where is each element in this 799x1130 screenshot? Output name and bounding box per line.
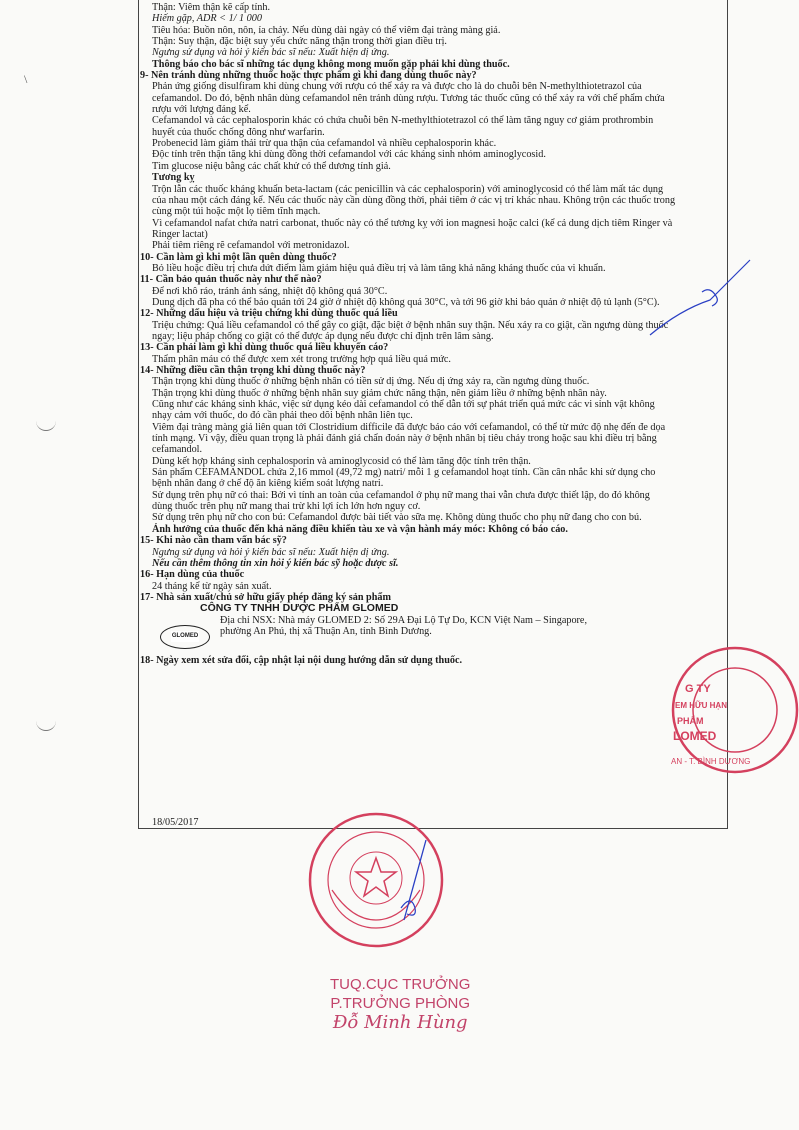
text-line: Viêm đại tràng màng giả liên quan tới Clostridium difficile đã được báo cáo với cefamandol, có thể từ mức độ nhẹ đến đe dọa (152, 421, 666, 433)
text-line: Dung dịch đã pha có thể bảo quản tới 24 giờ ở nhiệt độ không quá 30°C, và tới 96 giờ khi bảo quản ở nhiệt độ tủ lạnh (5°C). (152, 296, 660, 308)
signature-title-1: TUQ.CỤC TRƯỞNG (330, 976, 471, 993)
text-line: Phản ứng giống disulfiram khi dùng chung với rượu có thể xảy ra và được cho là do chuỗi bên N-methylthiotetrazol của (152, 81, 642, 93)
stamp-line: AN - T. BÌNH DƯƠNG (671, 757, 751, 766)
text-line: Ảnh hưởng của thuốc đến khả năng điều khiển tàu xe và vận hành máy móc: Không có báo cáo. (152, 523, 568, 535)
text-line: Probenecid làm giảm thải trừ qua thận của cefamandol và nhiều cephalosporin khác. (152, 138, 497, 150)
manufacturer-row (140, 615, 722, 649)
text-line: dùng thuốc trên phụ nữ mang thai trừ khi lợi ích lớn hơn nguy cơ. (152, 501, 421, 513)
company-stamp-icon (665, 640, 799, 780)
manufacturer-company: CÔNG TY TNHH DƯỢC PHẨM GLOMED (200, 602, 399, 615)
signature-block (330, 975, 470, 1032)
section-heading: 17- Nhà sản xuất/chủ sở hữu giấy phép đăng ký sản phẩm (140, 591, 391, 603)
text-line: Tương kỵ (152, 172, 195, 184)
text-line: Sử dụng trên phụ nữ có thai: Bởi vì tính an toàn của cefamandol ở phụ nữ mang thai vẫn chưa được thiết lập, do đó không (152, 489, 650, 501)
text-line: Nếu cần thêm thông tin xin hỏi ý kiến bác sỹ hoặc dược sĩ. (152, 557, 399, 569)
text-line: Sử dụng trên phụ nữ cho con bú: Cefamandol được bài tiết vào sữa mẹ. Không dùng thuốc cho phụ nữ đang cho con bú. (152, 512, 642, 524)
scan-mark: \ (24, 72, 28, 86)
text-line: Sản phẩm CEFAMANDOL chứa 2,16 mmol (49,72 mg) natri/ mỗi 1 g cefamandol hoạt tính. Cần cân nhắc khi sử dụng cho (152, 467, 656, 479)
text-line: bệnh nhân đang ở chế độ ăn kiêng kiểm soát lượng natri. (152, 478, 384, 490)
text-line: Hiếm gặp, ADR < 1/ 1 000 (152, 13, 262, 25)
section-heading: 16- Hạn dùng của thuốc (140, 569, 245, 581)
leaflet-text (140, 2, 722, 666)
section-heading: 12- Những dấu hiệu và triệu chứng khi dùng thuốc quá liều (140, 308, 398, 320)
text-line: Phải tiêm riêng rẽ cefamandol với metronidazol. (152, 240, 350, 252)
text-line: Bỏ liều hoặc điều trị chưa dứt điểm làm giảm hiệu quả điều trị và làm tăng khả năng kháng thuốc của vi khuẩn. (152, 262, 606, 274)
text-line: cefamandol. (152, 444, 203, 456)
text-line: tính mạng. Vì vậy, điều quan trọng là phải đánh giá chẩn đoán này ở bệnh nhân bị tiêu chảy trong hoặc sau khi điều trị bằng (152, 433, 657, 445)
section-heading: 15- Khi nào cần tham vấn bác sỹ? (140, 535, 287, 547)
logo-text: GLOMED (171, 631, 199, 642)
stamp-line: PHẨM (677, 716, 704, 726)
punch-hole-mark (36, 718, 56, 731)
address-line: Địa chỉ NSX: Nhà máy GLOMED 2: Số 29A Đại Lộ Tự Do, KCN Việt Nam – Singapore, (220, 614, 588, 626)
text-line: Ringer lactat) (152, 228, 208, 240)
text-line: Cefamandol và các cephalosporin khác có chứa chuỗi bên N-methylthiotetrazol có thể làm tăng nguy cơ giảm prothrombin (152, 115, 654, 127)
text-line: Triệu chứng: Quá liều cefamandol có thể gây co giật, đặc biệt ở bệnh nhân suy thận. Nếu xảy ra co giật, cần ngưng dùng thuốc (152, 319, 669, 331)
text-line: Thận: Viêm thận kẽ cấp tính. (152, 2, 271, 13)
text-line: huyết của thuốc chống đông như warfarin. (152, 126, 325, 138)
text-line: cùng một túi hoặc một lọ tiêm tĩnh mạch. (152, 206, 321, 218)
text-line: của nhau một cách đáng kể. Nếu các thuốc này cần dùng đồng thời, phải tiêm ở các vị trí khác nhau. Không trộn các thuốc trong (152, 194, 676, 206)
punch-hole-mark (36, 418, 56, 431)
text-line: 24 tháng kể từ ngày sản xuất. (152, 580, 272, 592)
text-line: Ngưng sử dụng và hỏi ý kiến bác sĩ nếu: Xuất hiện dị ứng. (152, 546, 390, 558)
text-line: rượu với lượng đáng kể. (152, 104, 251, 116)
section-heading: 14- Những điều cần thận trọng khi dùng thuốc này? (140, 365, 366, 376)
stamp-line: LOMED (673, 729, 717, 743)
section-heading: 10- Cần làm gì khi một lần quên dùng thuốc? (140, 251, 337, 263)
signature-title-2: P.TRƯỞNG PHÒNG (330, 995, 470, 1012)
text-line: Để nơi khô ráo, tránh ánh sáng, nhiệt độ không quá 30°C. (152, 285, 388, 297)
text-line: ngay; liệu pháp chống co giật có thể được áp dụng nếu được chỉ định trên lâm sàng. (152, 330, 494, 342)
section-heading: 11- Cần bảo quản thuốc này như thế nào? (140, 274, 322, 286)
glomed-logo-icon (160, 625, 210, 649)
text-line: Thận trọng khi dùng thuốc ở những bệnh nhân có tiền sử dị ứng. Nếu dị ứng xảy ra, cần ngưng dùng thuốc. (152, 376, 590, 388)
text-line: Tìm glucose niệu bằng các chất khử có thể dương tính giả. (152, 160, 391, 172)
text-line: Độc tính trên thận tăng khi dùng đồng thời cefamandol với các kháng sinh nhóm aminoglycosid. (152, 149, 546, 161)
section-heading: 13- Cần phải làm gì khi dùng thuốc quá liều khuyến cáo? (140, 342, 389, 354)
stamp-line: EM HỮU HẠN (675, 701, 727, 710)
revision-date: 18/05/2017 (152, 817, 199, 828)
text-line: Vì cefamandol nafat chứa natri carbonat, thuốc này có thể tương kỵ với ion magnesi hoặc calci (kể cả dung dịch tiêm Ringer và (152, 217, 673, 229)
text-line: nhạy cảm với thuốc, do đó cần phải theo dõi bệnh nhân liên tục. (152, 410, 413, 422)
text-line: Ngưng sử dụng và hỏi ý kiến bác sĩ nếu: Xuất hiện dị ứng. (152, 47, 390, 59)
address-line: phường An Phú, thị xã Thuận An, tỉnh Bình Dương. (220, 625, 432, 637)
section-heading: 18- Ngày xem xét sửa đổi, cập nhật lại nội dung hướng dẫn sử dụng thuốc. (140, 654, 463, 666)
text-line: Thận trọng khi dùng thuốc ở những bệnh nhân suy giảm chức năng thận, nên giảm liều ở những bệnh nhân này. (152, 387, 607, 399)
text-line: cefamandol. Do đó, bệnh nhân dùng cefamandol nên tránh dùng rượu. Tương tác thuốc cũng có thể xảy ra với chế phẩm chứa (152, 92, 665, 104)
pen-check-mark-icon (640, 240, 760, 360)
text-line: Cũng như các kháng sinh khác, việc sử dụng kéo dài cefamandol có thể dẫn tới sự phát triển quá mức các vi sinh vật không (152, 399, 655, 411)
official-stamp-icon (306, 810, 446, 950)
section-heading: 9- Nên tránh dùng những thuốc hoặc thực phẩm gì khi đang dùng thuốc này? (140, 70, 477, 82)
text-line: Tiêu hóa: Buồn nôn, nôn, ỉa chảy. Nếu dùng dài ngày có thể viêm đại tràng màng giả. (152, 24, 501, 36)
signature-name: Đỗ Minh Hùng (332, 1012, 468, 1033)
manufacturer-address (220, 615, 722, 638)
stamp-line: G TY (685, 683, 711, 695)
text-line: Trộn lẫn các thuốc kháng khuẩn beta-lactam (các penicillin và các cephalosporin) với aminoglycosid có thể làm mất tác dụng (152, 183, 664, 195)
text-line: Thẩm phân máu có thể được xem xét trong trường hợp quá liều quá mức. (152, 353, 451, 365)
text-line: Thông báo cho bác sĩ những tác dụng không mong muốn gặp phải khi dùng thuốc. (152, 58, 510, 70)
text-line: Dùng kết hợp kháng sinh cephalosporin và aminoglycosid có thể làm tăng độc tính trên thận. (152, 455, 531, 467)
text-line: Thận: Suy thận, đặc biệt suy yếu chức năng thận trong thời gian điều trị. (152, 36, 447, 48)
